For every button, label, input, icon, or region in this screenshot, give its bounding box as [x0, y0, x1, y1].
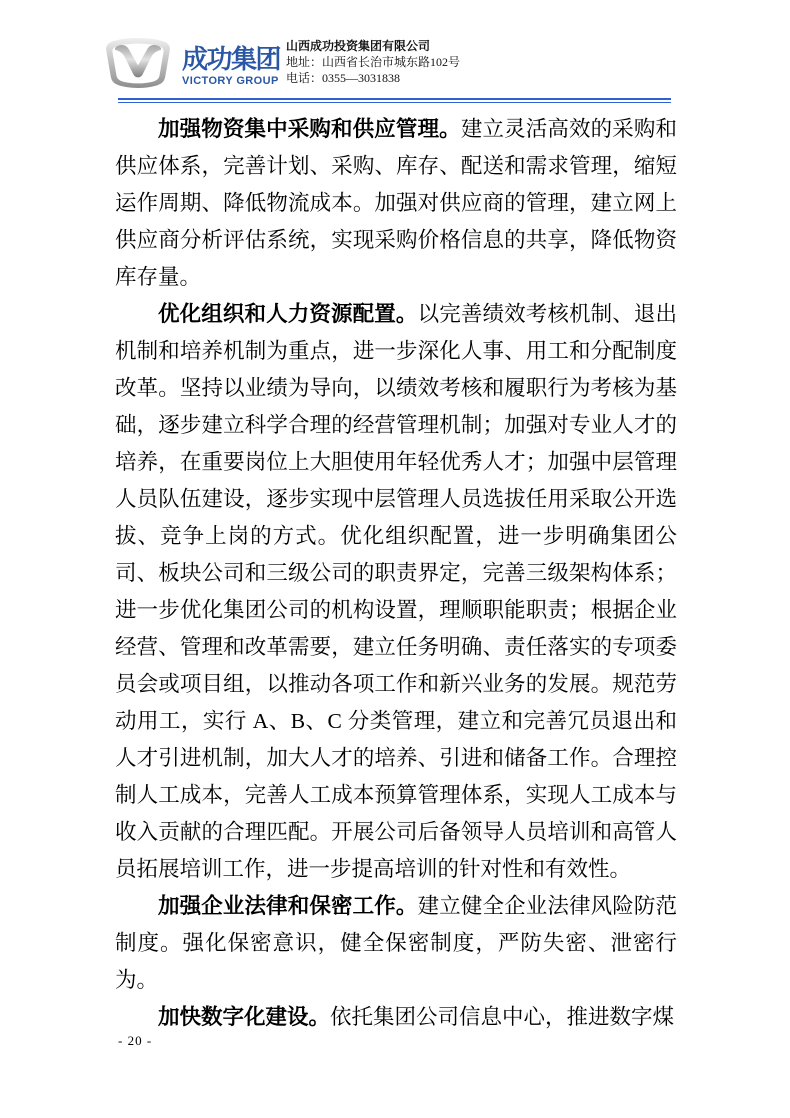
paragraph-text: 建立灵活高效的采购和供应体系，完善计划、采购、库存、配送和需求管理，缩短运作周期、降低物流成本。加强对供应商的管理，建立网上供应商分析评估系统，实现采购价格信息的共享，降低物资库存量。 [115, 117, 677, 289]
paragraph-lead: 加强物资集中采购和供应管理。 [158, 117, 461, 141]
company-phone: 电话：0355—3031838 [286, 71, 401, 85]
paragraph-lead: 加强企业法律和保密工作。 [158, 894, 418, 918]
paragraph [115, 296, 677, 888]
paragraph-text: 依托集团公司信息中心，推进数字煤 [330, 1005, 675, 1029]
paragraph-text: 建立健全企业法律风险防范制度。强化保密意识，健全保密制度，严防失密、泄密行为。 [115, 894, 677, 992]
header-divider [118, 98, 671, 103]
company-address: 地址：山西省长治市城东路102号 [286, 55, 461, 69]
paragraph-lead: 加快数字化建设。 [158, 1005, 331, 1029]
paragraph [115, 111, 677, 296]
paragraph [115, 888, 677, 999]
brand-name-english: VICTORY GROUP [182, 75, 279, 87]
letterhead [0, 0, 790, 98]
page-number: - 20 - [118, 1033, 153, 1048]
paragraph [115, 999, 677, 1036]
document-body [115, 111, 677, 1036]
brand-name-chinese: 成功集团 [182, 44, 281, 74]
paragraph-text: 以完善绩效考核机制、退出机制和培养机制为重点，进一步深化人事、用工和分配制度改革。坚持以业绩为导向，以绩效考核和履职行为考核为基础，逐步建立科学合理的经营管理机制；加强对专业人才的培养，在重要岗位上大胆使用年轻优秀人才；加强中层管理人员队伍建设，逐步实现中层管理人员选拔任用采取公开选拔、竞争上岗的方式。优化组织配置，进一步明确集团公司、板块公司和三级公司的职责界定，完善三级架构体系；进一步优化集团公司的机构设置，理顺职能职责；根据企业经营、管理和改革需要，建立任务明确、责任落实的专项委员会或项目组，以推动各项工作和新兴业务的发展。规范劳动用工，实行 A、B、C 分类管理，建立和完善冗员退出和人才引进机制，加大人才的培养、引进和储备工作。合理控制人工成本，完善人工成本预算管理体系，实现人工成本与收入贡献的合理匹配。开展公司后备领导人员培训和高管人员拓展培训工作，进一步提高培训的针对性和有效性。 [115, 302, 677, 881]
paragraph-lead: 优化组织和人力资源配置。 [158, 302, 418, 326]
victory-group-logo-icon [104, 37, 172, 89]
brand-block [182, 46, 292, 87]
company-info [286, 38, 460, 86]
company-name: 山西成功投资集团有限公司 [286, 39, 431, 53]
